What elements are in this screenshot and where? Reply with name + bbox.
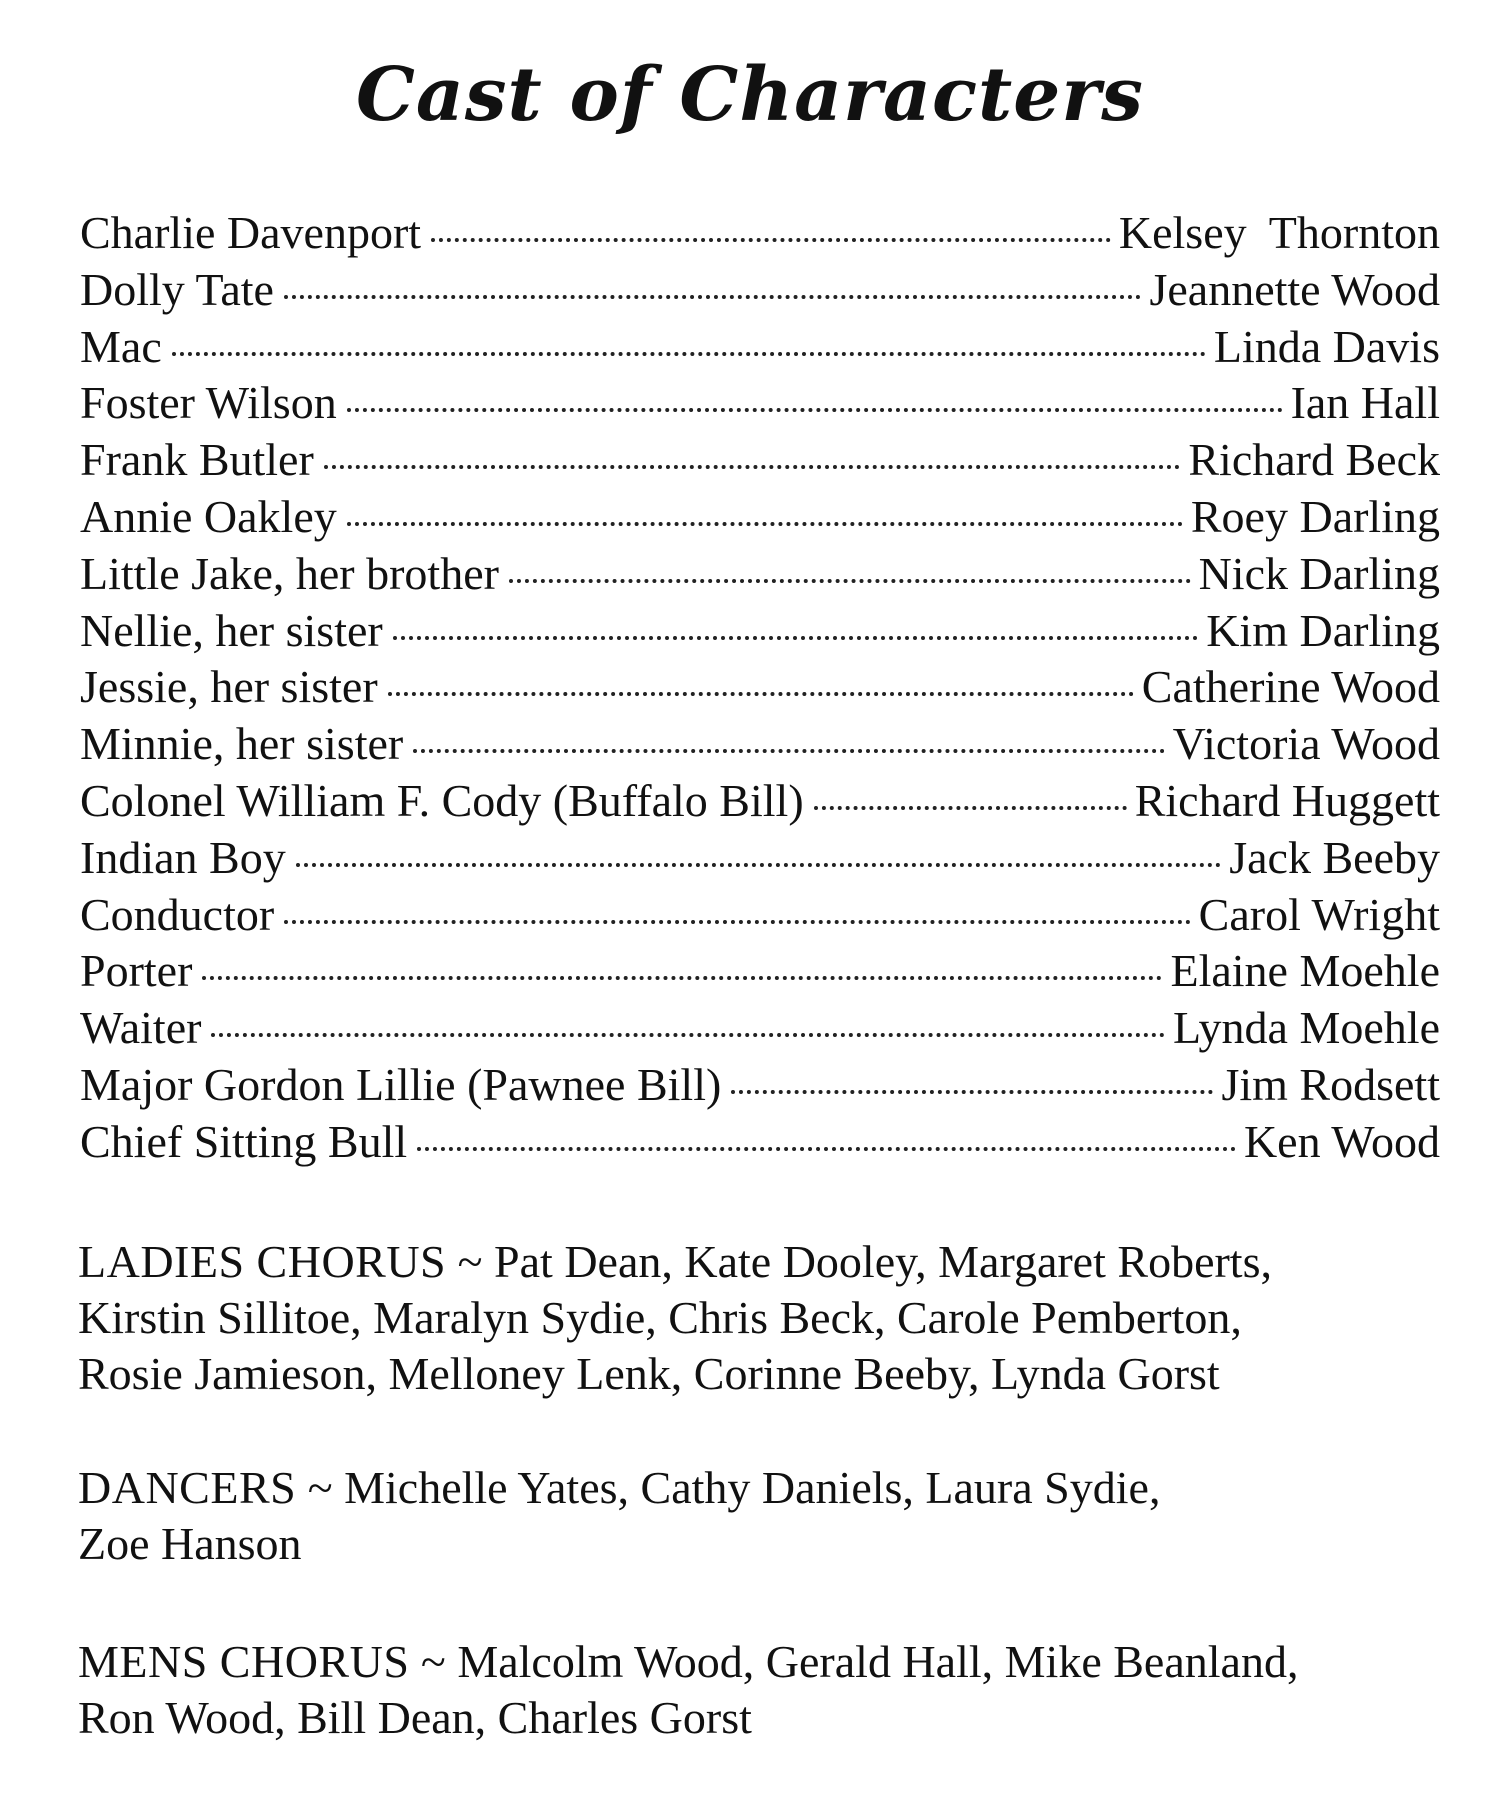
actor-name: Jack Beeby [1229, 831, 1440, 883]
role-name: Mac [80, 320, 162, 372]
cast-row [80, 1114, 1440, 1171]
actor-name: Lynda Moehle [1173, 1002, 1440, 1054]
dot-leader [296, 863, 1222, 867]
ladies-chorus-section [78, 1234, 1458, 1402]
actor-name: Nick Darling [1198, 547, 1440, 599]
member-names: Michelle Yates, Cathy Daniels, Laura Sydie, [344, 1462, 1161, 1513]
cast-row [80, 319, 1440, 376]
cast-row [80, 716, 1440, 773]
actor-name: Richard Beck [1188, 434, 1440, 486]
dot-leader [814, 806, 1127, 810]
ladies-chorus-line [78, 1234, 1458, 1290]
actor-name: Ian Hall [1290, 377, 1440, 429]
cast-row [80, 205, 1440, 262]
role-name: Major Gordon Lillie (Pawnee Bill) [80, 1058, 722, 1110]
mens-chorus-label: MENS CHORUS [78, 1636, 410, 1687]
cast-row [80, 659, 1440, 716]
cast-row [80, 375, 1440, 432]
role-name: Dolly Tate [80, 263, 274, 315]
actor-name: Elaine Moehle [1170, 945, 1440, 997]
role-name: Minnie, her sister [80, 718, 404, 770]
dot-leader [347, 522, 1183, 526]
member-names: Malcolm Wood, Gerald Hall, Mike Beanland, [457, 1636, 1299, 1687]
member-names: Pat Dean, Kate Dooley, Margaret Roberts, [494, 1236, 1272, 1287]
dot-leader [431, 238, 1111, 242]
ladies-chorus-label: LADIES CHORUS [78, 1236, 447, 1287]
role-name: Colonel William F. Cody (Buffalo Bill) [80, 774, 804, 826]
role-name: Nellie, her sister [80, 604, 383, 656]
dot-leader [284, 920, 1190, 924]
actor-name: Jeannette Wood [1149, 263, 1440, 315]
dot-leader [417, 1147, 1236, 1151]
role-name: Chief Sitting Bull [80, 1115, 408, 1167]
dot-leader [202, 976, 1162, 980]
cast-row [80, 830, 1440, 887]
cast-row [80, 773, 1440, 830]
member-names: Rosie Jamieson, Melloney Lenk, Corinne Beeby, Lynda Gorst [78, 1348, 1220, 1399]
actor-name: Richard Huggett [1134, 774, 1440, 826]
role-name: Annie Oakley [80, 490, 337, 542]
role-name: Waiter [80, 1002, 202, 1054]
actor-name: Roey Darling [1190, 490, 1440, 542]
dancers-line [78, 1460, 1458, 1516]
cast-row [80, 603, 1440, 660]
actor-name: Kelsey Thornton [1118, 207, 1440, 258]
role-name: Charlie Davenport [80, 207, 422, 258]
dot-leader [347, 408, 1283, 412]
mens-chorus-section [78, 1634, 1458, 1746]
role-name: Little Jake, her brother [80, 547, 499, 599]
dancers-section [78, 1460, 1458, 1572]
cast-row [80, 432, 1440, 489]
dot-leader [284, 295, 1142, 299]
actor-name: Jim Rodsett [1221, 1058, 1440, 1110]
dot-leader [211, 1033, 1165, 1037]
role-name: Foster Wilson [80, 377, 337, 429]
separator-tilde: ~ [446, 1236, 495, 1287]
actor-name: Linda Davis [1213, 320, 1440, 372]
role-name: Jessie, her sister [80, 661, 378, 713]
dancers-label: DANCERS [78, 1462, 297, 1513]
separator-tilde: ~ [409, 1636, 458, 1687]
actor-name: Victoria Wood [1172, 718, 1440, 770]
actor-name: Kim Darling [1206, 604, 1440, 656]
cast-row [80, 943, 1440, 1000]
member-names: Kirstin Sillitoe, Maralyn Sydie, Chris Beck, Carole Pemberton, [78, 1292, 1242, 1343]
role-name: Indian Boy [80, 831, 286, 883]
dot-leader [731, 1090, 1213, 1094]
dot-leader [172, 352, 1206, 356]
cast-row [80, 1000, 1440, 1057]
dot-leader [324, 465, 1181, 469]
cast-row [80, 1057, 1440, 1114]
separator-tilde: ~ [296, 1462, 345, 1513]
actor-name: Ken Wood [1243, 1115, 1440, 1167]
mens-chorus-line [78, 1634, 1458, 1690]
cast-row [80, 489, 1440, 546]
cast-row [80, 546, 1440, 603]
cast-list [80, 205, 1440, 1171]
member-names: Zoe Hanson [78, 1518, 302, 1569]
role-name: Porter [80, 945, 193, 997]
role-name: Conductor [80, 888, 275, 940]
page-title: Cast of Characters [356, 52, 1144, 138]
role-name: Frank Butler [80, 434, 314, 486]
cast-row [80, 887, 1440, 944]
actor-name: Catherine Wood [1141, 661, 1440, 713]
dot-leader [388, 692, 1134, 696]
cast-row [80, 262, 1440, 319]
dot-leader [509, 579, 1191, 583]
member-names: Ron Wood, Bill Dean, Charles Gorst [78, 1692, 752, 1743]
dot-leader [393, 636, 1198, 640]
dot-leader [413, 749, 1164, 753]
actor-name: Carol Wright [1198, 888, 1440, 940]
